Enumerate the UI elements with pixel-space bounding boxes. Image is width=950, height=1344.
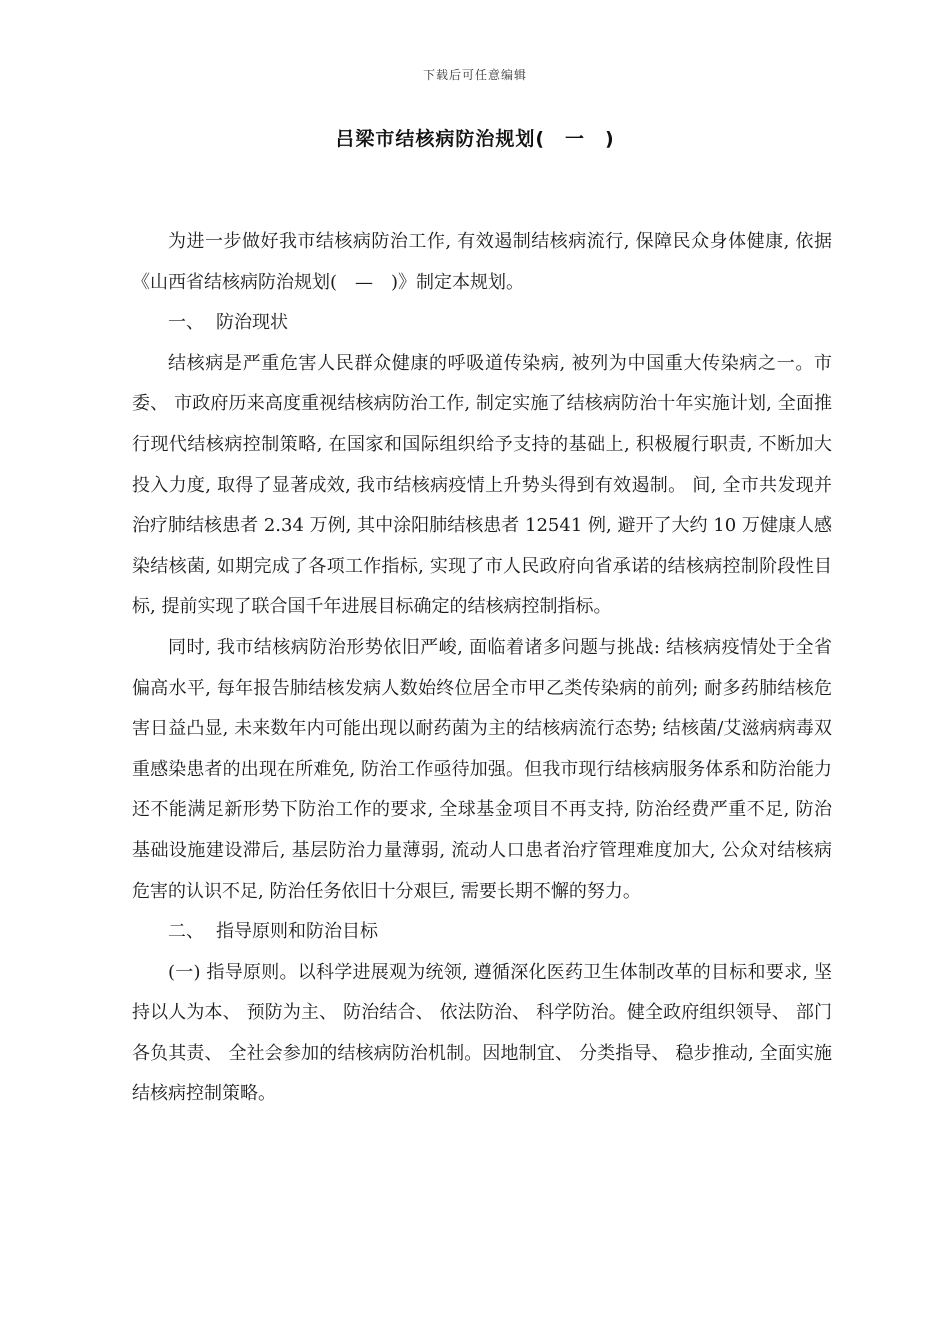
intro-paragraph: 为进一步做好我市结核病防治工作, 有效遏制结核病流行, 保障民众身体健康, 依据《山西省结核病防治规划( — )》制定本规划。 [132, 231, 832, 293]
header-note: 下载后可任意编辑 [422, 68, 527, 82]
section-title-2: 指导原则和防治目标 [216, 921, 378, 943]
document-body [132, 222, 832, 1115]
section-heading-2 [132, 912, 832, 953]
document-title: 吕梁市结核病防治规划( 一 ) [335, 128, 615, 150]
paragraph-challenges: 同时, 我市结核病防治形势依旧严峻, 面临着诸多问题与挑战: 结核病疫情处于全省偏高水平, 每年报告肺结核发病人数始终位居全市甲乙类传染病的前列; 耐多药肺结核危害日益凸显, 未来数年内可能出现以耐药菌为主的结核病流行态势; 结核菌/艾滋病病毒双重感染患者的出现在所难免, 防治工作亟待加强。但我市现行结核病服务体系和防治能力还不能满足新形势下防治工作的要求, 全球基金项目不再支持, 防治经费严重不足, 防治基础设施建设滞后, 基层防治力量薄弱, 流动人口患者治疗管理难度加大, 公众对结核病危害的认识不足, 防治任务依旧十分艰巨, 需要长期不懈的努力。 [132, 636, 832, 902]
section-number-1: 一、 [168, 312, 204, 334]
section-heading-1 [132, 303, 832, 344]
section-number-2: 二、 [168, 921, 204, 943]
section-title-1: 防治现状 [216, 312, 288, 334]
paragraph-principles: (一) 指导原则。以科学进展观为统领, 遵循深化医药卫生体制改革的目标和要求, 坚持以人为本、 预防为主、 防治结合、 依法防治、 科学防治。健全政府组织领导、 部门各负其责、 全社会参加的结核病防治机制。因地制宜、 分类指导、 稳步推动, 全面实施结核病控制策略。 [132, 961, 832, 1105]
paragraph-status: 结核病是严重危害人民群众健康的呼吸道传染病, 被列为中国重大传染病之一。市委、 市政府历来高度重视结核病防治工作, 制定实施了结核病防治十年实施计划, 全面推行现代结核病控制策略, 在国家和国际组织给予支持的基础上, 积极履行职责, 不断加大投入力度, 取得了显著成效, 我市结核病疫情上升势头得到有效遏制。 间, 全市共发现并治疗肺结核患者 2.34 万例, 其中涂阳肺结核患者 12541 例, 避开了大约 10 万健康人感染结核菌, 如期完成了各项工作指标, 实现了市人民政府向省承诺的结核病控制阶段性目标, 提前实现了联合国千年进展目标确定的结核病控制指标。 [132, 352, 832, 618]
